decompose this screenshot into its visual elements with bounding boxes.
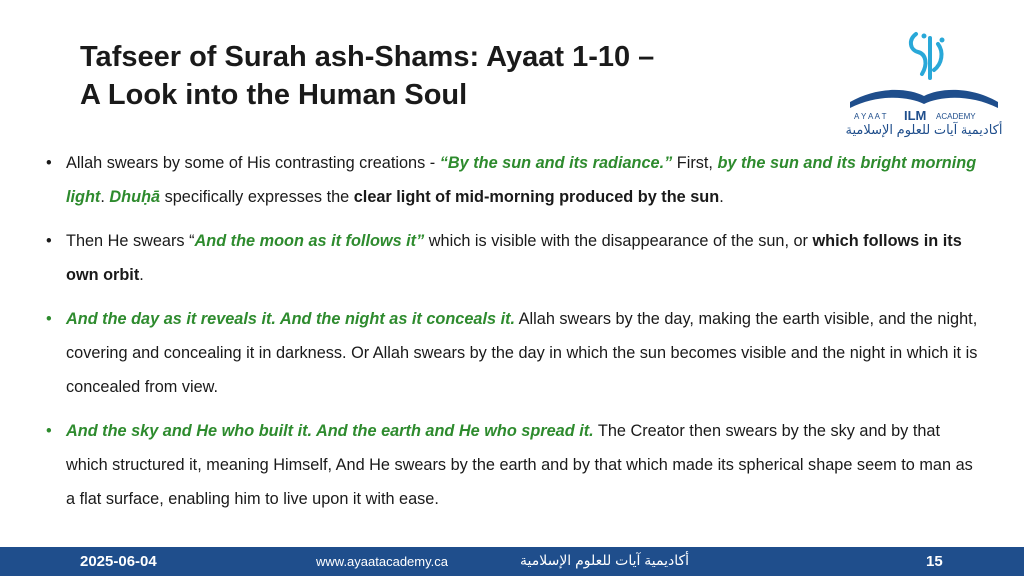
bullet-text: First,: [672, 154, 718, 172]
quran-quote: And the day as it reveals it. And the night as it conceals it.: [66, 310, 516, 328]
bullet-item-3: [40, 302, 980, 404]
logo-academy-text: ACADEMY: [936, 112, 976, 121]
quran-quote: by the sun and its bright morning light: [66, 154, 977, 206]
bullet-text: Allah swears by some of His contrasting creations -: [66, 154, 440, 172]
bullet-item-4: [40, 414, 980, 516]
quran-quote: And the sky and He who built it. And the earth and He who spread it.: [66, 422, 594, 440]
slide-title-line-1: Tafseer of Surah ash-Shams: Ayaat 1-10 –: [80, 41, 655, 73]
footer-bar: [0, 547, 1024, 576]
bullet-text: Allah swears by the day, making the earth visible, and the night, covering and concealing it in darkness. Or Allah swears by the day in which the sun becomes visible and the night in which it is concealed from view.: [66, 310, 978, 396]
bullet-item-1: [40, 146, 980, 214]
footer-arabic-name: أكاديمية آيات للعلوم الإسلامية: [520, 552, 690, 568]
logo-ayaat-text: A Y A A T: [854, 112, 887, 121]
bullet-dot: •: [46, 310, 52, 328]
logo-arabic-name: أكاديمية آيات للعلوم الإسلامية: [845, 122, 1003, 137]
bullet-text: which is visible with the disappearance of the sun, or: [424, 232, 813, 250]
quran-quote: And the moon as it follows it”: [194, 232, 425, 250]
bold-phrase: which follows in its own orbit: [66, 232, 962, 284]
footer-website-link[interactable]: www.ayaatacademy.ca: [316, 554, 448, 569]
bullet-text: specifically expresses the: [160, 188, 354, 206]
bullet-dot: •: [46, 232, 52, 250]
bullet-text: Then He swears “: [66, 232, 195, 250]
bullet-dot: •: [46, 154, 52, 172]
bullet-text: The Creator then swears by the sky and by that which structured it, meaning Himself, And He swears by the earth and by that which made its spherical shape seem to man as a flat surface, enabling him to live upon it with ease.: [66, 422, 973, 508]
footer-date: 2025-06-04: [80, 553, 157, 570]
bullet-list: [40, 146, 980, 526]
logo-calligraphy-icon: [911, 34, 942, 78]
bullet-text: .: [139, 266, 144, 284]
logo-ilm-text: ILM: [904, 108, 927, 122]
bullet-item-2: [40, 224, 980, 292]
slide-number: 15: [926, 553, 943, 570]
arabic-term: Dhuḥā: [109, 188, 161, 206]
logo-book-icon: [850, 90, 998, 108]
quran-quote: “By the sun and its radiance.”: [439, 154, 673, 172]
slide-title-line-2: A Look into the Human Soul: [80, 79, 468, 111]
bullet-text: .: [719, 188, 724, 206]
ayaat-ilm-academy-logo: [838, 30, 1010, 142]
slide-title: [80, 38, 654, 114]
bullet-text: .: [100, 188, 110, 206]
bold-phrase: clear light of mid-morning produced by the sun: [353, 188, 720, 206]
logo-graphic: [838, 30, 1010, 122]
bullet-dot: •: [46, 422, 52, 440]
